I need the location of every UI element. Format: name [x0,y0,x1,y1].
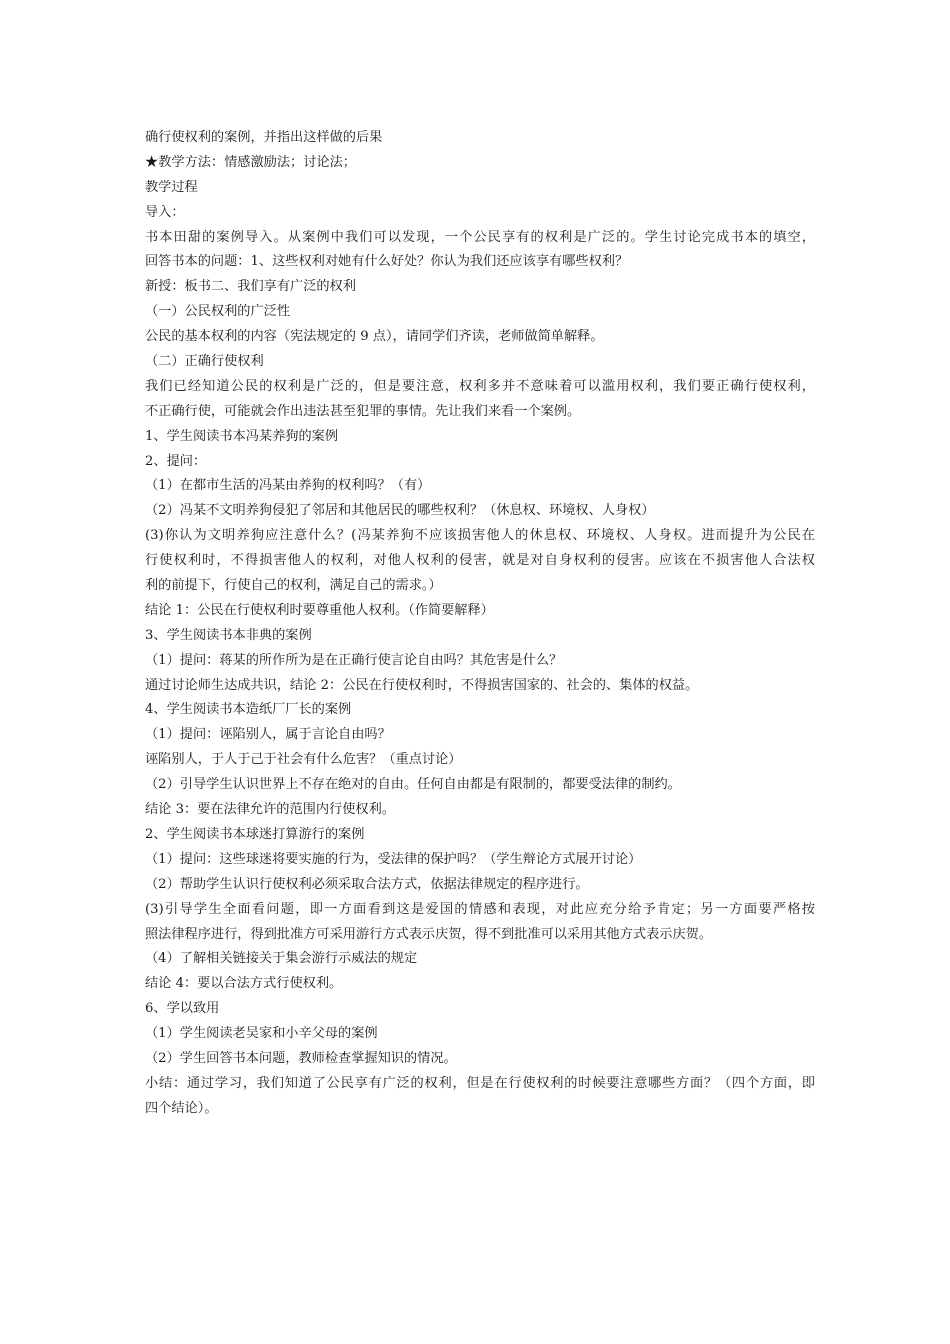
text-line: (3)你认为文明养狗应注意什么？(冯某养狗不应该损害他人的休息权、环境权、人身权。进而提升为公民在 [145,528,815,544]
text-line: 4、学生阅读书本造纸厂厂长的案例 [145,702,352,718]
text-line: （1）提问：诬陷别人，属于言论自由吗？ [145,727,391,743]
text-line: 我们已经知道公民的权利是广泛的，但是要注意，权利多并不意味着可以滥用权利，我们要正确行使权利， [145,378,815,394]
text-line: 1、学生阅读书本冯某养狗的案例 [145,428,339,444]
text-line: 公民的基本权利的内容（宪法规定的 9 点），请同学们齐读，老师做简单解释。 [145,329,604,345]
text-line: 2、提问： [145,453,207,469]
text-line: （1）提问：蒋某的所作所为是在正确行使言论自由吗？其危害是什么？ [145,652,563,668]
text-line: 结论 3：要在法律允许的范围内行使权利。 [145,802,395,818]
text-line: 教学过程 [145,179,198,195]
text-line: （1）提问：这些球迷将要实施的行为，受法律的保护吗？（学生辩论方式展开讨论） [145,851,642,867]
document-body [145,126,815,1122]
text-line: （1）在都市生活的冯某由养狗的权利吗？（有） [145,478,431,494]
text-line: 新授：板书二、我们享有广泛的权利 [145,279,356,295]
text-line: （一）公民权利的广泛性 [145,304,291,320]
text-line: 结论 1：公民在行使权利时要尊重他人权利。（作简要解释） [145,602,494,618]
text-line: （4）了解相关链接关于集会游行示威法的规定 [145,951,418,967]
text-line: 利的前提下，行使自己的权利，满足自己的需求。） [145,578,442,594]
text-line: 小结：通过学习，我们知道了公民享有广泛的权利，但是在行使权利的时候要注意哪些方面？（四个方面，即 [145,1075,815,1091]
text-line: 通过讨论师生达成共识，结论 2：公民在行使权利时，不得损害国家的、社会的、集体的权益。 [145,677,699,693]
text-line: （2）帮助学生认识行使权利必须采取合法方式，依据法律规定的程序进行。 [145,876,589,892]
text-line: 书本田甜的案例导入。从案例中我们可以发现，一个公民享有的权利是广泛的。学生讨论完成书本的填空， [145,229,815,245]
text-line: 导入： [145,204,185,220]
text-line: 行使权利时，不得损害他人的权利，对他人权利的侵害，就是对自身权利的侵害。应该在不损害他人合法权 [145,553,815,569]
text-line: 2、学生阅读书本球迷打算游行的案例 [145,826,365,842]
text-line: （二）正确行使权利 [145,354,264,370]
text-line: (3)引导学生全面看问题，即一方面看到这是爱国的情感和表现，对此应充分给予肯定；另一方面要严格按 [145,901,815,917]
text-line: 照法律程序进行，得到批准方可采用游行方式表示庆贺，得不到批准可以采用其他方式表示庆贺。 [145,926,713,942]
text-line: （1）学生阅读老吴家和小辛父母的案例 [145,1026,378,1042]
text-line: 结论 4：要以合法方式行使权利。 [145,976,343,992]
text-line: 确行使权利的案例，并指出这样做的后果 [145,130,383,145]
text-line: 回答书本的问题：1、这些权利对她有什么好处？你认为我们还应该享有哪些权利？ [145,254,629,270]
text-line: 3、学生阅读书本非典的案例 [145,627,312,643]
text-line: 不正确行使，可能就会作出违法甚至犯罪的事情。先让我们来看一个案例。 [145,403,581,419]
text-line: 诬陷别人，于人于己于社会有什么危害？（重点讨论） [145,752,462,768]
text-line: 四个结论）。 [145,1100,218,1116]
text-line: 6、学以致用 [145,1001,220,1017]
text-line: （2）学生回答书本问题，教师检查掌握知识的情况。 [145,1050,457,1066]
text-line: （2）冯某不文明养狗侵犯了邻居和其他居民的哪些权利？（休息权、环境权、人身权） [145,503,655,519]
text-line: ★教学方法：情感激励法；讨论法； [145,154,356,170]
text-line: （2）引导学生认识世界上不存在绝对的自由。任何自由都是有限制的，都要受法律的制约。 [145,777,681,793]
